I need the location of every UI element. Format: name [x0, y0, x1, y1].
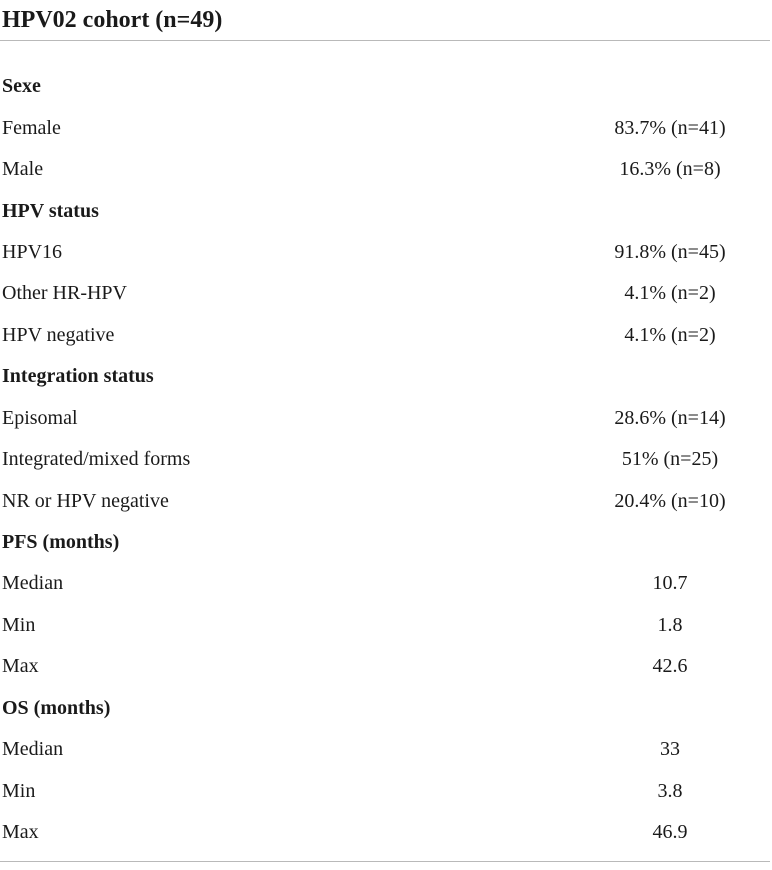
- table-row: [0, 107, 770, 148]
- row-value: 3.8: [657, 779, 683, 802]
- table-row: [0, 480, 770, 521]
- row-label: Episomal: [2, 406, 78, 429]
- table-row: [0, 149, 770, 190]
- table-row: [0, 398, 770, 439]
- row-value: 20.4% (n=10): [614, 489, 726, 512]
- table-row: [0, 729, 770, 770]
- section-header-row: [0, 688, 770, 729]
- table-row: [0, 646, 770, 687]
- row-label: Female: [2, 116, 61, 139]
- bottom-rule: [0, 861, 770, 862]
- table-row: [0, 439, 770, 480]
- row-label: Max: [2, 655, 39, 678]
- table-row: [0, 315, 770, 356]
- row-label: NR or HPV negative: [2, 489, 169, 512]
- row-label: HPV16: [2, 240, 63, 263]
- table-row: [0, 563, 770, 604]
- table-body: [0, 41, 770, 853]
- section-header-row: [0, 522, 770, 563]
- row-value: 28.6% (n=14): [614, 406, 726, 429]
- row-label: HPV negative: [2, 323, 115, 346]
- row-label: Other HR-HPV: [2, 282, 127, 305]
- section-header-label: Sexe: [2, 75, 41, 98]
- row-label: Median: [2, 738, 64, 761]
- section-header-row: [0, 356, 770, 397]
- section-header-row: [0, 190, 770, 231]
- row-label: Min: [2, 779, 36, 802]
- section-header-label: OS (months): [2, 696, 111, 719]
- row-value: 16.3% (n=8): [619, 158, 721, 181]
- table-row: [0, 232, 770, 273]
- section-header-row: [0, 66, 770, 107]
- row-value: 10.7: [652, 572, 688, 595]
- section-header-label: PFS (months): [2, 531, 120, 554]
- row-value: 42.6: [652, 655, 688, 678]
- row-value: 4.1% (n=2): [624, 323, 716, 346]
- table-row: [0, 812, 770, 853]
- row-value: 1.8: [657, 613, 683, 636]
- row-label: Male: [2, 158, 44, 181]
- row-value: 4.1% (n=2): [624, 282, 716, 305]
- row-label: Min: [2, 613, 36, 636]
- row-label: Integrated/mixed forms: [2, 448, 191, 471]
- table-row: [0, 273, 770, 314]
- row-value: 51% (n=25): [621, 448, 719, 471]
- row-label: Median: [2, 572, 64, 595]
- table-row: [0, 605, 770, 646]
- row-label: Max: [2, 821, 39, 844]
- section-header-label: HPV status: [2, 199, 99, 222]
- row-value: 91.8% (n=45): [614, 240, 726, 263]
- table-row: [0, 770, 770, 811]
- section-header-label: Integration status: [2, 365, 154, 388]
- row-value: 83.7% (n=41): [614, 116, 726, 139]
- row-value: 46.9: [652, 821, 688, 844]
- row-value: 33: [660, 738, 680, 761]
- table-title: HPV02 cohort (n=49): [2, 6, 223, 33]
